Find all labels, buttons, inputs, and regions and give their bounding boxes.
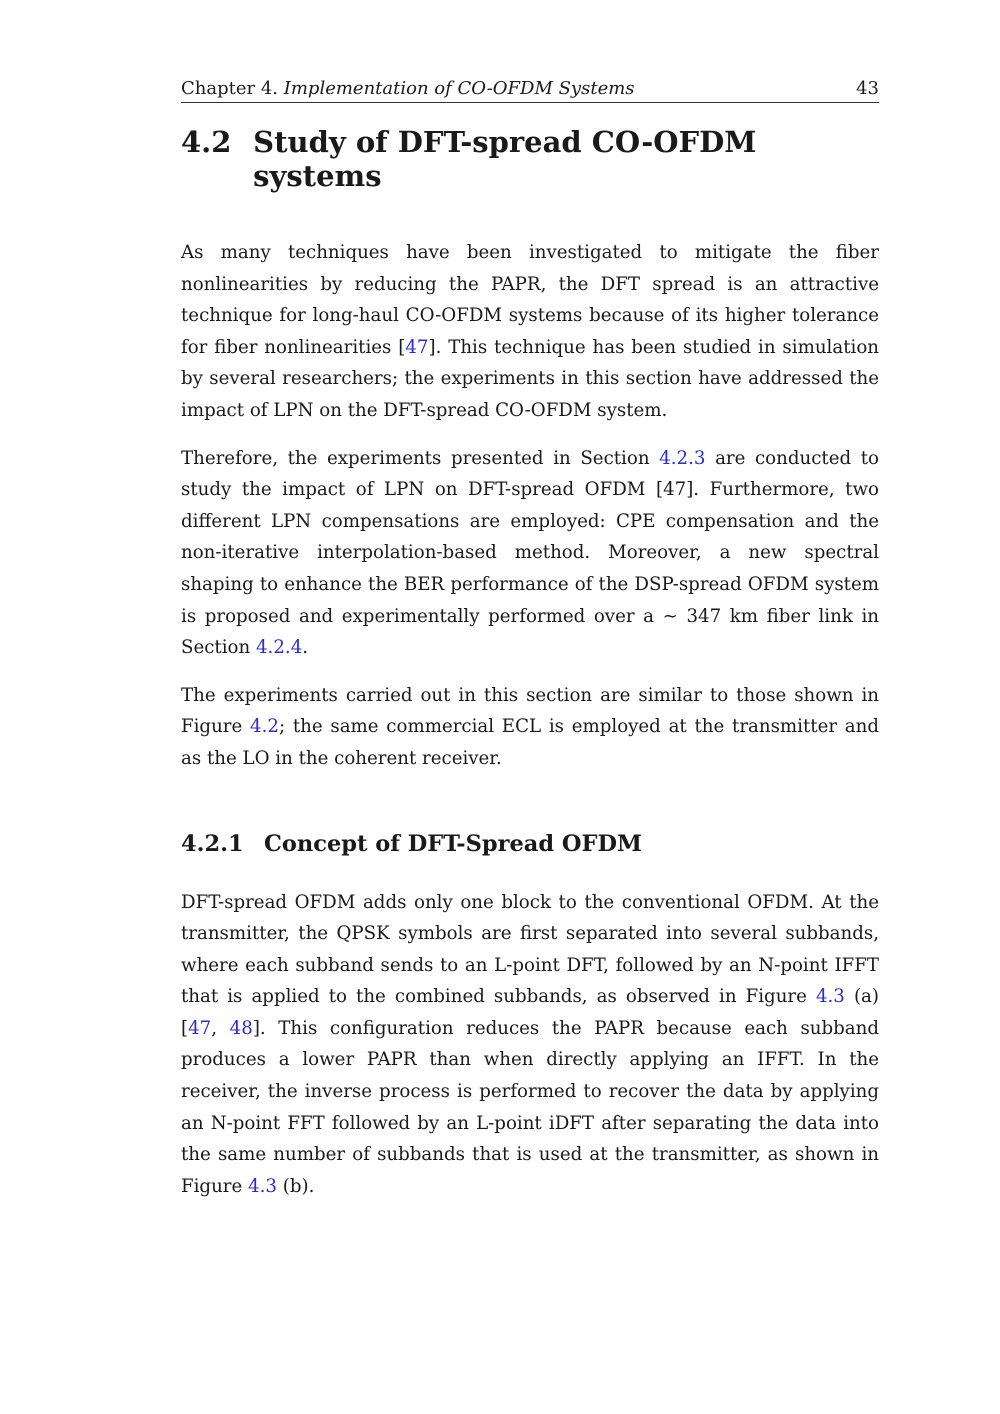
section-title: Study of DFT-spread CO-OFDM systems [253, 125, 757, 193]
text-span: Therefore, the experiments presented in Section [181, 447, 660, 469]
chapter-name: Implementation of CO-OFDM Systems [283, 78, 635, 99]
text-span: , [211, 1017, 230, 1039]
text-span: (a) [ [181, 986, 879, 1039]
subsection-title: Concept of DFT-Spread OFDM [264, 830, 642, 857]
section-link[interactable]: 4.2.4 [255, 637, 303, 659]
text-span: ]. This technique has been studied in simulation by several researchers; the experiments in this section have addressed the impact of LPN on the DFT-spread CO-OFDM system. [181, 336, 879, 421]
page [181, 78, 879, 1202]
section-heading [181, 125, 879, 193]
paragraph-4 [181, 887, 879, 1203]
text-span: DFT-spread OFDM adds only one block to the conventional OFDM. At the transmitter, the QPSK symbols are first separated into several subbands, where each subband sends to an L-point DFT, followed by an N-point IFFT that is applied to the combined subbands, as observed in Figure [181, 891, 879, 1008]
citation-link[interactable]: 47 [405, 336, 429, 358]
text-span: ; the same commercial ECL is employed at the transmitter and as the LO in the coherent receiver. [181, 716, 880, 769]
section-number: 4.2 [181, 125, 232, 159]
figure-link[interactable]: 4.3 [815, 986, 845, 1008]
text-span: . [302, 637, 309, 659]
figure-link[interactable]: 4.3 [248, 1175, 277, 1197]
text-span: ]. This configuration reduces the PAPR because each subband produces a lower PAPR than when directly applying an IFFT. In the receiver, the inverse process is performed to recover the data by applying an N-point FFT followed by an L-point iDFT after separating the data into the same number of subbands that is used at the transmitter, as shown in Figure [181, 1017, 879, 1197]
citation-link[interactable]: 48 [229, 1017, 253, 1039]
paragraph-3 [181, 680, 879, 775]
section-link[interactable]: 4.2.3 [659, 447, 706, 469]
citation-link[interactable]: 47 [188, 1017, 212, 1039]
running-header [181, 78, 879, 103]
subsection-number: 4.2.1 [181, 830, 244, 857]
text-span: (b). [276, 1175, 315, 1197]
paragraph-1 [181, 237, 879, 427]
subsection-heading [181, 831, 879, 857]
text-span: The experiments carried out in this section are similar to those shown in Figure [181, 684, 879, 738]
paragraph-2 [181, 443, 879, 664]
page-number: 43 [856, 78, 879, 99]
figure-link[interactable]: 4.2 [250, 716, 279, 738]
chapter-label: Chapter 4. [181, 78, 279, 99]
text-span: As many techniques have been investigated to mitigate the fiber nonlinearities by reducing the PAPR, the DFT spread is an attractive technique for long-haul CO-OFDM systems because of its higher tolerance for fiber nonlinearities [ [181, 242, 879, 358]
chapter-title [181, 78, 635, 99]
text-span: are conducted to study the impact of LPN on DFT-spread OFDM [47]. Furthermore, two different LPN compensations are employed: CPE compensation and the non-iterative interpolation-based method. Moreover, a new spectral shaping to enhance the BER performance of the DSP-spread OFDM system is proposed and experimentally performed over a ∼ 347 km fiber link in Section [181, 447, 879, 659]
